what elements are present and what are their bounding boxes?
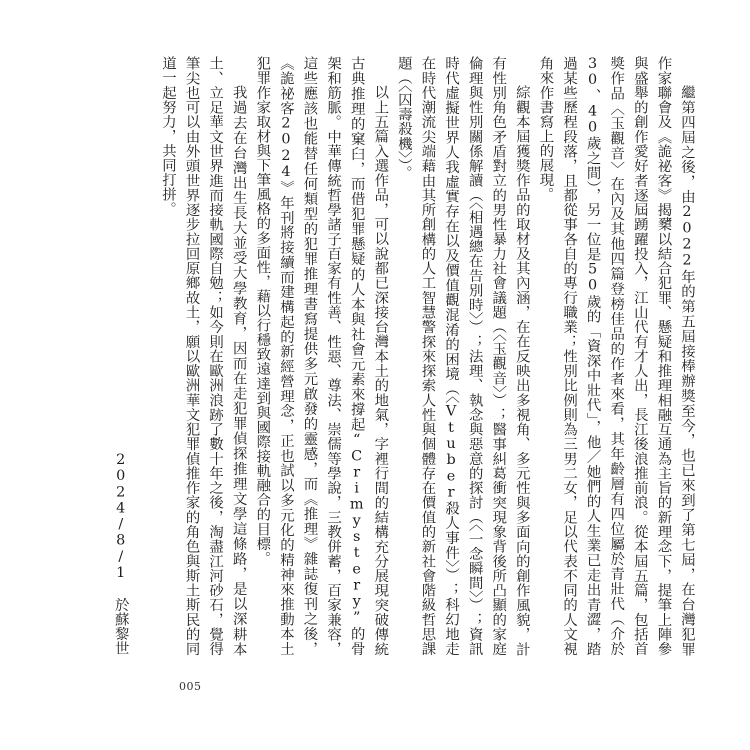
signature-date-place: 2024/8/1 於蘇黎世 <box>112 452 129 656</box>
paragraph-3: 以上五篇入選作品，可以說都已深接台灣本土的地氣，字裡行間的結構充分展現突破傳統古典推理的窠臼，而借犯罪懸疑的人本與社會元素來撐起“Crimystery”的骨架和筋脈。中華傳統哲學諸子百家有性善、性惡、尊法、崇儒等學說，三教併蓄，百家兼容，這些應該也能替任何類型的犯罪推理書寫提供多元啟發的靈感，而《推理》雜誌復刊之後，《詭祕客2024》年刊將接續而建構起的新經營理念，正也試以多元化的精神來推動本土犯罪作家取材與下筆風格的多面性，藉以行穩致遠達到與國際接軌融合的目標。 <box>254 56 389 656</box>
paragraph-4: 我過去在台灣出生長大並受大學教育，因而在走犯罪偵探推理文學這條路，是以深耕本土、立足華文世界進而接軌國際自勉；如今則在歐洲浪跡了數十年之後，淘盡江河砂石，覺得筆尖也可以由外頭世界逐步拉回原鄉故土，願以歐洲華文犯罪偵推作家的角色與斯土斯民的同道一起努力，共同打拼。 <box>159 56 247 656</box>
page-number: 005 <box>179 680 202 693</box>
paragraph-2: 綜觀本屆獲獎作品的取材及其內涵，在在反映出多視角、多元性與多面向的創作風貌，計有性別角色矛盾對立的男性暴力社會議題（〈玉觀音〉）；醫事糾葛衝突現象背後所凸顯的家庭倫理與性別關係解讀（〈相遇總在告別時〉）；法理、執念與惡意的探討（〈一念瞬間〉）；資訊時代虛擬世界人我虛實存在以及價值觀混淆的困境（〈Vtuber殺人事件〉）；科幻地走在時代潮流尖端藉由其所創構的人工智慧警探來探索人性與個體存在價值的新社會階級哲思課題（〈囚壽殺機〉）。 <box>395 56 530 656</box>
vertical-text-body <box>38 56 698 656</box>
paragraph-1: 繼第四屆之後，由2022年的第五屆接棒辦獎至今，也已來到了第七屆，在台灣犯罪作家聯會及《詭祕客》揭櫫以結合犯罪、懸疑和推理相融互通為主旨的新理念下，提筆上陣參與盛舉的創作愛好者逐屆踴躍投入，江山代有才人出，長江後浪推前浪。從本屆五篇，包括首獎作品〈玉觀音〉在內及其他四篇登榜佳品的作者來看，其年齡層有四位屬於青壯代（介於30、40歲之間），另一位是50歲的「資深中壯代」，他／她們的人生業已走出青澀，踏過某些歷程段落，且都從事各自的專行職業；性別比例則為三男二女，足以代表不同的人文視角來作書寫上的展現。 <box>537 56 695 656</box>
